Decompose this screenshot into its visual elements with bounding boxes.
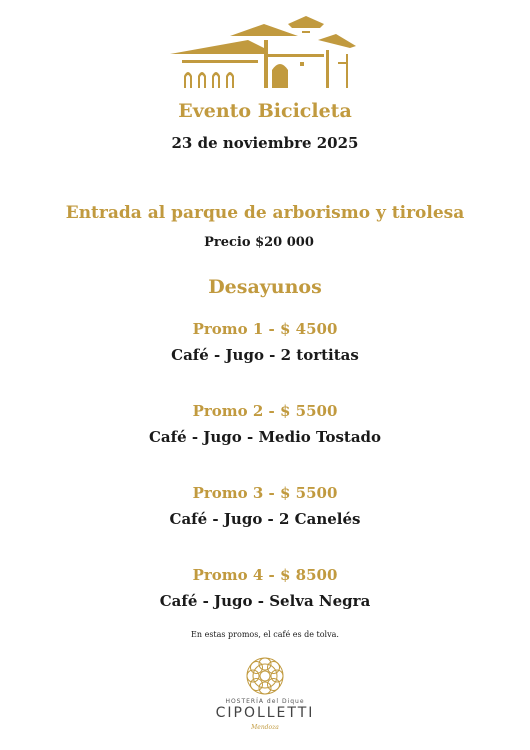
promo-items: Café - Jugo - Selva Negra — [159, 592, 371, 610]
entrance-price: Precio $20 000 — [204, 235, 314, 250]
brand-subtitle: HOSTERÍA del Dique — [225, 698, 305, 705]
rosette-icon — [245, 656, 285, 696]
breakfasts-heading: Desayunos — [208, 276, 322, 298]
promo-items: Café - Jugo - 2 tortitas — [171, 346, 359, 364]
promo-title: Promo 3 - $ 5500 — [192, 484, 338, 502]
entrance-title: Entrada al parque de arborismo y tirolesa — [65, 203, 465, 223]
event-title: Evento Bicicleta — [178, 100, 352, 122]
promo-title: Promo 1 - $ 4500 — [192, 320, 338, 338]
promo-note: En estas promos, el café es de tolva. — [191, 630, 339, 639]
brand-name: CIPOLLETTI — [215, 705, 315, 721]
promo-items: Café - Jugo - 2 Canelés — [169, 510, 361, 528]
promo-title: Promo 2 - $ 5500 — [192, 402, 338, 420]
promo-title: Promo 4 - $ 8500 — [192, 566, 338, 584]
building-icon — [168, 14, 360, 92]
promo-items: Café - Jugo - Medio Tostado — [148, 428, 382, 446]
event-date: 23 de noviembre 2025 — [171, 134, 359, 152]
brand-location: Mendoza — [251, 724, 279, 731]
